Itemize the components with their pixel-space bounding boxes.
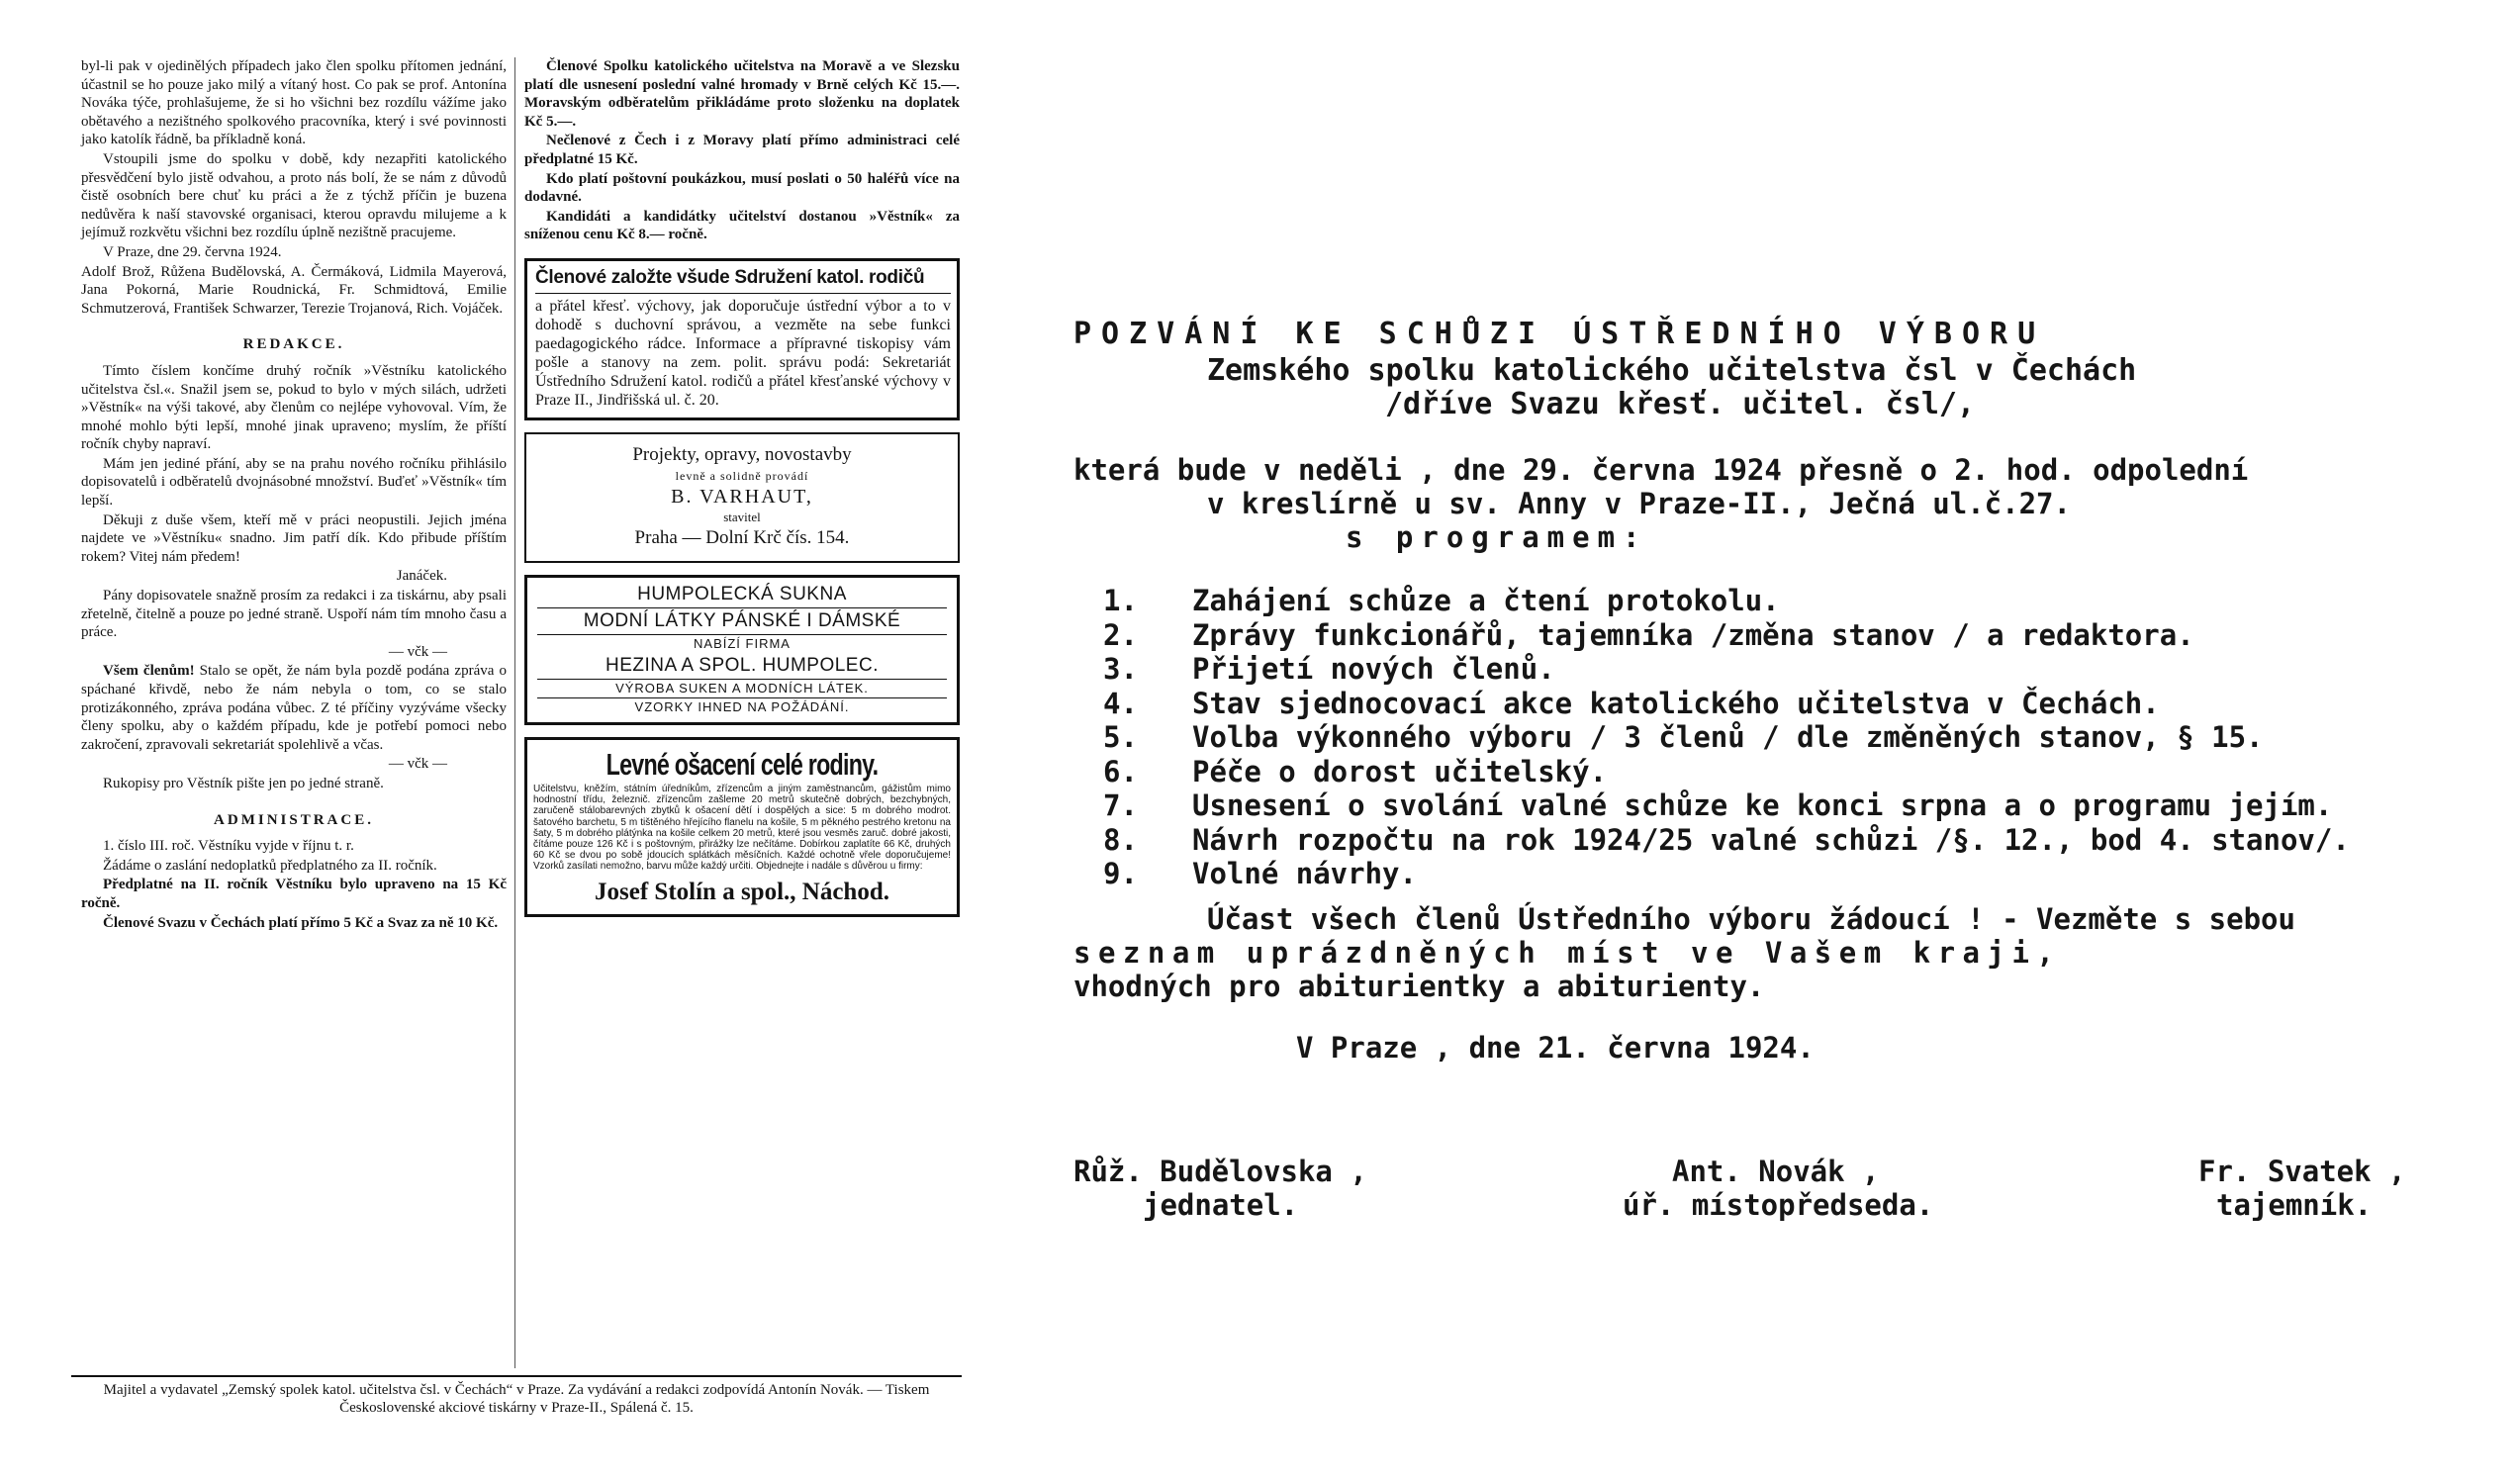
signatories: Adolf Brož, Růžena Budělovská, A. Čermáková, Lidmila Mayerová, Jana Pokorná, Marie Roudnická, Fr. Schmidtová, Emilie Schmutzerová, František Schwarzer, Terezie Trojanová, Rich. Vojáček.	[81, 263, 507, 317]
agenda-text: Péče o dorost učitelský.	[1192, 754, 1608, 788]
agenda-text: Zahájení schůze a čtení protokolu.	[1192, 584, 1780, 617]
advert-levne-osaceni	[524, 737, 960, 917]
bold-lead: Všem členům!	[103, 663, 195, 680]
agenda-number: 3.	[1103, 652, 1138, 686]
agenda-text: Usnesení o svolání valné schůze ke konci srpna a o programu jejím.	[1192, 788, 2333, 822]
advert-firm: Josef Stolín a spol., Náchod.	[595, 878, 889, 905]
paragraph: Děkuji z duše všem, kteří mě v práci neopustili. Jejich jména najdete ve »Věstníku« snadno. Jim patří dík. Kdo přibude příštím rokem? Vitej nám předem!	[81, 511, 507, 565]
advert-line: VZORKY IHNED NA POŽÁDÁNÍ.	[634, 698, 850, 714]
letter-title: POZVÁNÍ KE SCHŮZI ÚSTŘEDNÍHO VÝBORU	[1073, 317, 2046, 351]
letter-organization-note: /dříve Svazu křesť. učitel. čsl/,	[1385, 387, 1976, 421]
agenda-number: 2.	[1103, 617, 1138, 652]
advert-title: Členové založte všude Sdružení katol. rodičů	[535, 267, 951, 294]
signature-role: jednatel.	[1143, 1188, 1299, 1222]
agenda-text: Návrh rozpočtu na rok 1924/25 valné schůzi /§. 12., bod 4. stanov/.	[1192, 822, 2350, 857]
advert-line: B. VARHAUT,	[671, 485, 813, 508]
newspaper-right-column	[524, 57, 960, 929]
letter-call-line: vhodných pro abiturientky a abiturienty.	[1073, 970, 1765, 1003]
advert-line: Projekty, opravy, novostavby	[632, 443, 852, 465]
agenda-item	[1103, 618, 2350, 653]
paragraph: byl-li pak v ojedinělých případech jako člen spolku přítomen jednání, účastnil se ho pouze jako milý a vítaný host. Co pak se prof. Antonína Nováka týče, prohlašujeme, že si ho všichni bez rozdílu vážíme jako obětavého a nezištného spolkového pracovníka, který i své povinnosti jako katolík řádně, ba příkladně koná.	[81, 58, 507, 148]
paragraph: Mám jen jediné přání, aby se na prahu nového ročníku přihlásilo dopisovatelů i odběratelů dvojnásobné množství. Buďeť »Věstník« tím lepší.	[81, 455, 507, 510]
advert-line: levně a solidně provádí	[675, 468, 809, 483]
signature-role: úř. místopředseda.	[1623, 1188, 1934, 1222]
signature-name: Ant. Novák ,	[1672, 1155, 1880, 1188]
advert-line: NABÍZÍ FIRMA	[694, 635, 791, 651]
agenda-text: Přijetí nových členů.	[1192, 652, 1555, 686]
agenda-item	[1103, 720, 2350, 755]
typewritten-letter-page	[989, 0, 2516, 1484]
agenda-text: Stav sjednocovací akce katolického učitelstva v Čechách.	[1192, 686, 2160, 720]
paragraph: Vstoupili jsme do spolku v době, kdy nezapřiti katolického přesvědčení bylo jistě odvahou, a proto nás bolí, že se nám z důvodů čistě osobních bere chuť ku práci a že z týchž příčin je buzena nedůvěra k naší stavovské organisaci, kterou opravdu milujeme a k jejímuž rozkvětu všichni bez rozdílu úplně nezištně pracujeme.	[81, 150, 507, 241]
agenda-item	[1103, 823, 2350, 858]
agenda-item	[1103, 584, 2350, 618]
letter-organization: Zemského spolku katolického učitelstva čsl v Čechách	[1207, 353, 2137, 388]
agenda-number: 7.	[1103, 788, 1138, 822]
agenda-text: Zprávy funkcionářů, tajemníka /změna stanov / a redaktora.	[1192, 617, 2194, 652]
agenda-item	[1103, 687, 2350, 721]
agenda-number: 1.	[1103, 584, 1138, 617]
paragraph: Kdo platí poštovní poukázkou, musí poslati o 50 haléřů více na dodavné.	[524, 170, 960, 206]
advert-humpolecka-sukna	[524, 575, 960, 725]
paragraph	[81, 662, 507, 754]
advert-line: stavitel	[723, 509, 761, 524]
paragraph-signature: Janáček.	[396, 568, 447, 585]
paragraph: Členové Svazu v Čechách platí přímo 5 Kč a Svaz za ně 10 Kč.	[103, 914, 499, 931]
agenda-number: 9.	[1103, 857, 1138, 890]
agenda-text: Volba výkonného výboru / 3 členů / dle změněných stanov, § 15.	[1192, 720, 2264, 754]
imprint-footer: Majitel a vydavatel „Zemský spolek katol. učitelstva čsl. v Čechách“ v Praze. Za vydávání a redakci zodpovídá Antonín Novák. — Tiskem Československé akciové tiskárny v Praze-II., Spálená č. 15.	[71, 1375, 962, 1417]
paragraph: Kandidáti a kandidátky učitelství dostanou »Věstník« za sníženou cenu Kč 8.— ročně.	[524, 208, 960, 243]
letter-call-to-attend: Účast všech členů Ústředního výboru žádoucí ! - Vezměte s sebou	[1207, 902, 2295, 936]
paragraph: Pány dopisovatele snažně prosím za redakci i za tiskárnu, aby psali zřetelně, čitelně a pouze po jedné straně. Uspoří nám tím mnoho času a práce.	[81, 588, 507, 641]
paragraph: Rukopisy pro Věstník pište jen po jedné straně.	[103, 775, 384, 791]
signature-name: Růž. Budělovska ,	[1073, 1155, 1367, 1188]
advert-body: Učitelstvu, kněžím, státním úředníkům, zřízencům a jiným zaměstnancům, gážistům mimo hodnostní třídu, železnič. zřízencům zašleme 20 metrů skutečně dobrých, bezchybných, zaručeně stálobarevných zbytků k ošacení dětí i dospělých a sice: 5 m dobrého modrot. šatového barchetu, 5 m tištěného hřejícího flanelu na košile, 5 m pěkného pestrého kretonu na šaty, 5 m dobrého plátýnka na košile celkem 20 metrů, které jsou vesměs zaruč. dobré jakosti, čítáme pouze 126 Kč i s poštovným, přirážky lze nečítáme. Dobírkou zaplatíte 66 Kč, druhých 60 Kč se dvou po sobě jdoucích splátkách měsíčních. Každé ochotně vřele doporučujeme! Vzorků zasílati nemožno, barvu může každý určiti. Objednejte i nadále s důvěrou u firmy:	[533, 783, 951, 873]
column-divider	[514, 57, 515, 1368]
paragraph-signature: — včk —	[388, 756, 447, 773]
paragraph: Žádáme o zaslání nedoplatků předplatného za II. ročník.	[103, 857, 437, 874]
paragraph: 1. číslo III. roč. Věstníku vyjde v říjnu t. r.	[103, 838, 354, 855]
agenda-list	[1103, 584, 2350, 891]
advert-line: VÝROBA SUKEN A MODNÍCH LÁTEK.	[537, 680, 947, 698]
letter-meeting-time: která bude v neděli , dne 29. června 1924 přesně o 2. hod. odpolední	[1073, 453, 2249, 487]
newspaper-page	[0, 0, 989, 1484]
advert-body: a přátel křesť. výchovy, jak doporučuje ústřední výbor a to v dohodě s duchovní správou, a vezměte na sebe funkci paedagogického rádce. Informace a přípravné tiskopisy vám pošle a stanovy na zem. polit. správu podá: Sekretariát Ústředního Sdružení katol. rodičů a přátel křesťanské výchovy v Praze II., Jindřišská ul. č. 20.	[535, 297, 951, 409]
signature-role: tajemník.	[2216, 1188, 2373, 1222]
advert-line: HUMPOLECKÁ SUKNA	[537, 582, 947, 608]
agenda-text: Volné návrhy.	[1192, 857, 1417, 890]
section-heading-redakce: REDAKCE.	[242, 336, 345, 353]
advert-line: MODNÍ LÁTKY PÁNSKÉ I DÁMSKÉ	[537, 608, 947, 635]
agenda-item	[1103, 857, 2350, 891]
agenda-number: 4.	[1103, 686, 1138, 720]
paragraph: Členové Spolku katolického učitelstva na Moravě a ve Slezsku platí dle usnesení poslední valné hromady v Brně celých Kč 15.—. Moravským odběratelům přikládáme proto složenku na doplatek Kč 5.—.	[524, 58, 960, 130]
agenda-item	[1103, 788, 2350, 823]
advert-sdruzeni-rodicu	[524, 258, 960, 420]
letter-program-label: s programem:	[1346, 520, 1648, 554]
advert-title: Levné ošacení celé rodiny.	[606, 746, 879, 782]
newspaper-left-column	[81, 57, 507, 933]
dateline: V Praze, dne 29. června 1924.	[103, 243, 282, 260]
agenda-item	[1103, 755, 2350, 789]
advert-varhaut	[524, 432, 960, 563]
agenda-number: 8.	[1103, 822, 1138, 857]
paragraph-text: Stalo se opět, že nám byla pozdě podána zpráva o spáchané křivdě, nebo že nám nebyla o tom, co se stalo protizákonného, zpráva podána vůbec. Z té příčiny vyzýváme všecky členy spolku, aby o každém případu, kde je potřebí pomoci nebo zakročení, zpravovali sekretariát spolehlivě a včas.	[81, 663, 507, 753]
paragraph-signature: — včk —	[388, 643, 447, 660]
section-heading-administrace: ADMINISTRACE.	[214, 811, 374, 828]
advert-line: Praha — Dolní Krč čís. 154.	[634, 526, 850, 548]
paragraph: Předplatné na II. ročník Věstníku bylo upraveno na 15 Kč ročně.	[81, 877, 507, 911]
letter-date: V Praze , dne 21. června 1924.	[1296, 1031, 1815, 1065]
paragraph: Nečlenové z Čech i z Moravy platí přímo administraci celé předplatné 15 Kč.	[524, 133, 960, 167]
signature-name: Fr. Svatek ,	[2198, 1155, 2406, 1188]
letter-meeting-place: v kreslírně u sv. Anny v Praze-II., Ječná ul.č.27.	[1207, 487, 2071, 520]
letter-call-line: seznam uprázdněných míst ve Vašem kraji,	[1073, 936, 2062, 970]
agenda-number: 6.	[1103, 754, 1138, 788]
paragraph: Tímto číslem končíme druhý ročník »Věstníku katolického učitelstva čsl.«. Snažil jsem se, pokud to bylo v mých silách, udržeti »Věstník« na výši takové, aby členům co nejlépe vyhovoval. Vím, že mnohé mohlo býti lepší, mnohé jinak upraveno; myslím, že příští ročník chyby napraví.	[81, 362, 507, 453]
agenda-item	[1103, 652, 2350, 687]
advert-line: HEZINA A SPOL. HUMPOLEC.	[537, 653, 947, 680]
agenda-number: 5.	[1103, 720, 1138, 754]
